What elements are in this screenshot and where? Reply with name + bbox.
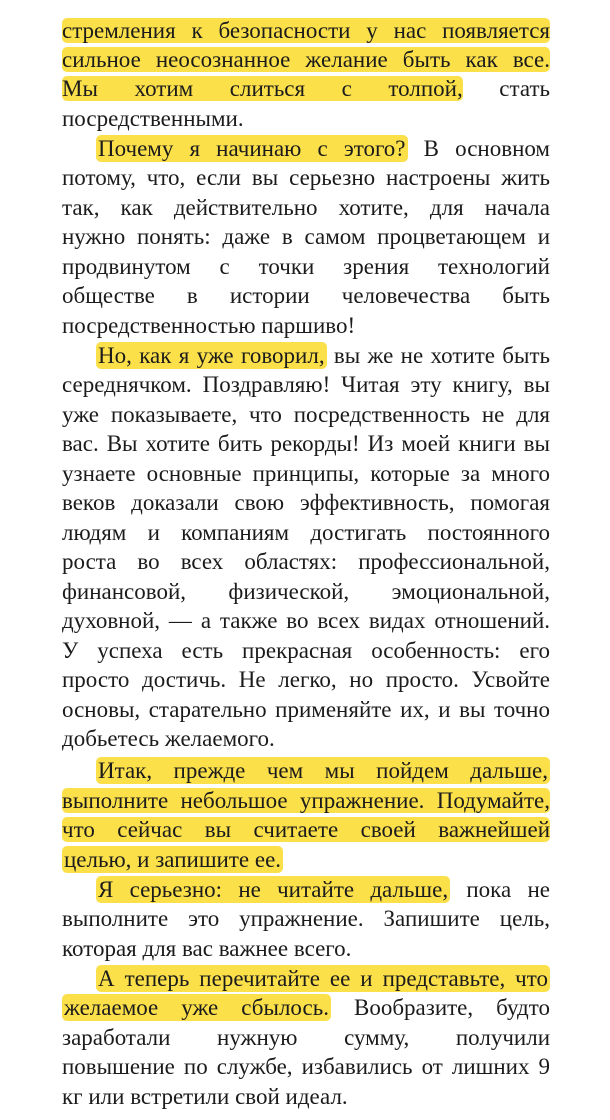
highlight: что сейчас вы считаете своей важнейшей xyxy=(62,817,550,842)
text-line: узнаете основные принципы, которые за много xyxy=(62,461,550,486)
highlight: Мы хотим слиться с толпой, xyxy=(62,76,463,101)
text-line: посредственностью паршиво! xyxy=(62,313,356,338)
text-line: духовной, — а также во всех видах отношений. xyxy=(62,608,550,633)
text-line: кг или встретили свой идеал. xyxy=(62,1084,348,1109)
text-line: вас. Вы хотите бить рекорды! Из моей книги вы xyxy=(62,431,550,456)
text-line: заработали нужную сумму, получили xyxy=(62,1025,550,1050)
text-line: желаемое уже сбылось. Вообразите, будто xyxy=(64,995,551,1020)
text-line: продвинутом с точки зрения технологий xyxy=(62,254,550,279)
text-line: Но, как я уже говорил, вы же не хотите быть xyxy=(98,343,550,368)
text-line: добьетесь желаемого. xyxy=(62,726,275,751)
text-line: нужно понять: даже в самом процветающем и xyxy=(62,224,550,249)
text-line xyxy=(62,845,550,874)
highlight: А теперь перечитайте ее и представьте, что xyxy=(98,966,548,991)
text-line: потому, что, если вы серьезно настроены жить xyxy=(62,165,550,190)
highlight: желаемое уже сбылось. xyxy=(64,995,329,1020)
text-line: Я серьезно: не читайте дальше, пока не xyxy=(98,877,550,902)
text-line: Почему я начинаю с этого? В основном xyxy=(98,136,550,161)
highlight: Итак, прежде чем мы пойдем дальше, xyxy=(98,758,548,783)
highlight: Но, как я уже говорил, xyxy=(98,343,325,368)
text-line: повышение по службе, избавились от лишних 9 xyxy=(62,1054,550,1079)
text-line: людям и компаниям достигать постоянного xyxy=(62,520,550,545)
text-line: веков доказали свою эффективность, помогая xyxy=(62,490,550,515)
text-line: выполните это упражнение. Запишите цель, xyxy=(62,906,550,931)
highlight: Почему я начинаю с этого? xyxy=(98,136,406,161)
text-line: Мы хотим слиться с толпой, стать xyxy=(62,76,550,101)
text-line: середнячком. Поздравляю! Читая эту книгу, вы xyxy=(62,372,550,397)
text-line xyxy=(62,815,550,844)
text-line: так, как действительно хотите, для начала xyxy=(62,195,550,220)
highlight: выполните небольшое упражнение. Подумайте, xyxy=(62,788,550,813)
highlight: стремления к безопасности у нас появляется xyxy=(62,18,550,43)
text-line xyxy=(96,756,550,785)
highlight: сильное неосознанное желание быть как все. xyxy=(62,47,550,72)
text-line: уже показываете, что посредственность не для xyxy=(62,402,550,427)
text-line: которая для вас важнее всего. xyxy=(62,936,352,961)
text-line: роста во всех областях: профессиональной, xyxy=(62,549,550,574)
text-line: финансовой, физической, эмоциональной, xyxy=(62,579,550,604)
text-line: основы, старательно применяйте их, и вы точно xyxy=(62,697,550,722)
highlight: Я серьезно: не читайте дальше, xyxy=(98,877,449,902)
text-line: посредственными. xyxy=(62,106,244,131)
text-line: обществе в истории человечества быть xyxy=(62,283,550,308)
text-line: просто достичь. Не легко, но просто. Усвойте xyxy=(62,667,550,692)
text-line: У успеха есть прекрасная особенность: его xyxy=(62,638,550,663)
text-line xyxy=(62,16,550,45)
text-line xyxy=(62,786,550,815)
text-line xyxy=(96,964,550,993)
highlight: целью, и запишите ее. xyxy=(64,847,282,872)
text-line xyxy=(62,45,550,74)
